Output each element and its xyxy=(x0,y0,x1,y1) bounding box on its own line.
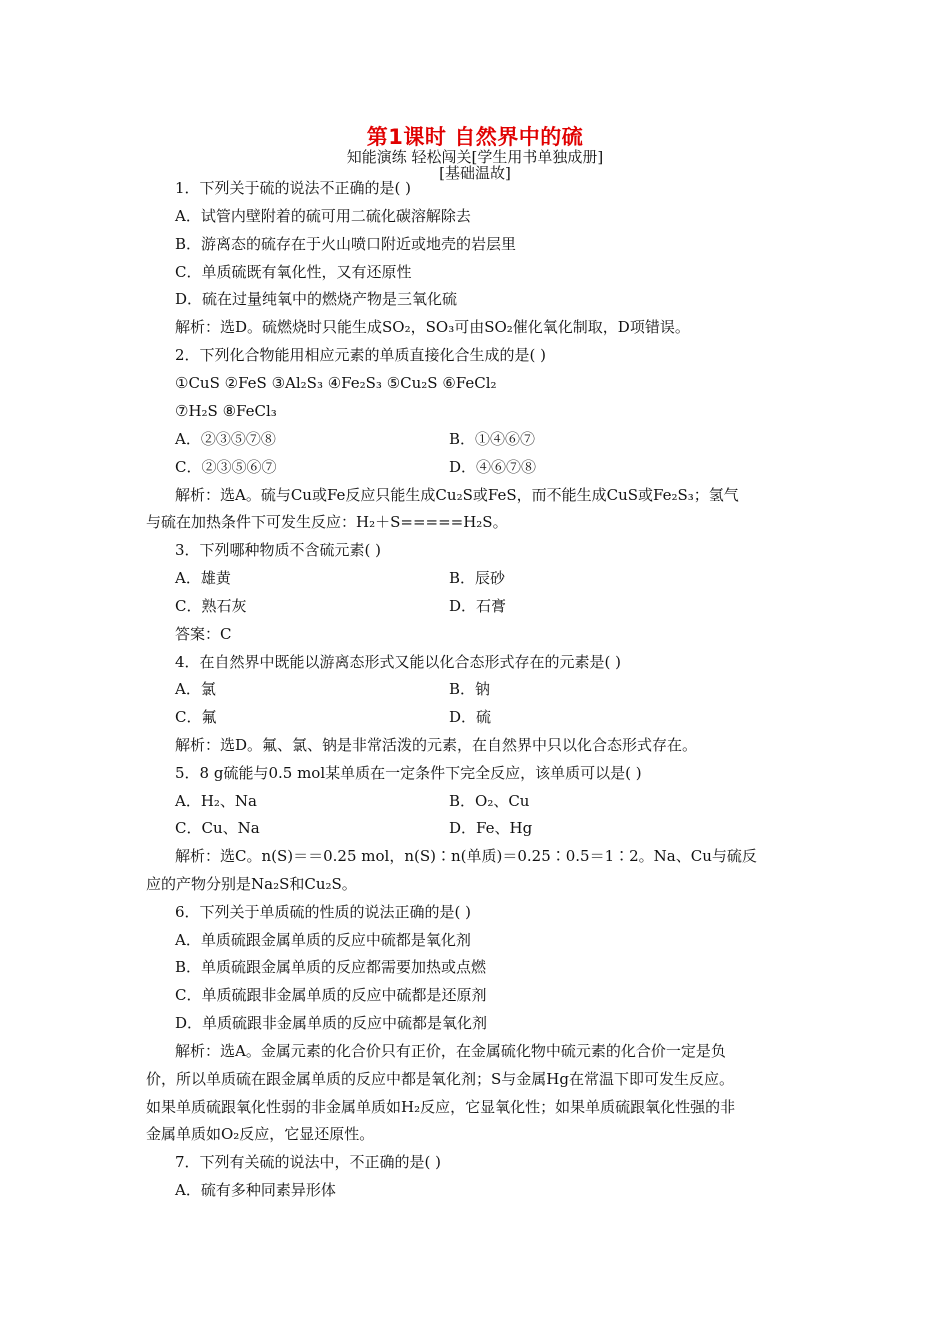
question-6-option-c: C．单质硫跟非金属单质的反应中硫都是还原剂 xyxy=(175,986,487,1004)
page-subtitle: 知能演练 轻松闯关[学生用书单独成册] xyxy=(346,148,604,166)
question-1-option-b: B．游离态的硫存在于火山喷口附近或地壳的岩层里 xyxy=(175,235,517,253)
question-6-option-a: A．单质硫跟金属单质的反应中硫都是氧化剂 xyxy=(175,931,471,949)
question-6-explanation-line-3: 如果单质硫跟氧化性弱的非金属单质如H₂反应，它显氧化性；如果单质硫跟氧化性强的非 xyxy=(146,1098,736,1116)
question-2-option-a: A．②③⑤⑦⑧ xyxy=(175,430,276,448)
question-2-stem: 2．下列化合物能用相应元素的单质直接化合生成的是( ) xyxy=(175,346,547,364)
question-2-option-d: D．④⑥⑦⑧ xyxy=(449,458,537,476)
question-2-items-line-1: ①CuS ②FeS ③Al₂S₃ ④Fe₂S₃ ⑤Cu₂S ⑥FeCl₂ xyxy=(175,374,497,392)
question-2-option-c: C．②③⑤⑥⑦ xyxy=(175,458,277,476)
question-5-option-d: D．Fe、Hg xyxy=(449,819,533,837)
question-4-option-c: C．氟 xyxy=(175,708,217,726)
question-6-explanation-line-4: 金属单质如O₂反应，它显还原性。 xyxy=(146,1125,375,1143)
question-2-option-b: B．①④⑥⑦ xyxy=(449,430,536,448)
question-5-option-b: B．O₂、Cu xyxy=(449,792,530,810)
question-4-option-a: A．氯 xyxy=(175,680,216,698)
question-5-stem: 5．8 g硫能与0.5 mol某单质在一定条件下完全反应，该单质可以是( ) xyxy=(175,764,642,782)
question-3-option-a: A．雄黄 xyxy=(175,569,231,587)
question-4-option-b: B．钠 xyxy=(449,680,491,698)
question-7-option-a: A．硫有多种同素异形体 xyxy=(175,1181,336,1199)
question-1-option-d: D．硫在过量纯氧中的燃烧产物是三氧化硫 xyxy=(175,290,458,308)
question-1-stem: 1．下列关于硫的说法不正确的是( ) xyxy=(175,179,412,197)
question-1-option-c: C．单质硫既有氧化性，又有还原性 xyxy=(175,263,412,281)
question-2-explanation-line-1: 解析：选A。硫与Cu或Fe反应只能生成Cu₂S或FeS，而不能生成CuS或Fe₂S₃；氢气 xyxy=(175,486,739,504)
page-title: 第1课时 自然界中的硫 xyxy=(366,125,584,149)
question-7-stem: 7．下列有关硫的说法中，不正确的是( ) xyxy=(175,1153,442,1171)
question-4-stem: 4．在自然界中既能以游离态形式又能以化合态形式存在的元素是( ) xyxy=(175,653,622,671)
section-heading: [基础温故] xyxy=(439,164,511,182)
question-5-explanation-line-1: 解析：选C。n(S)＝＝0.25 mol，n(S)∶n(单质)＝0.25∶0.5＝1∶2。Na、Cu与硫反 xyxy=(175,847,757,865)
question-3-option-b: B．辰砂 xyxy=(449,569,506,587)
question-6-explanation-line-2: 价，所以单质硫在跟金属单质的反应中都是氧化剂；S与金属Hg在常温下即可发生反应。 xyxy=(146,1070,734,1088)
question-3-option-c: C．熟石灰 xyxy=(175,597,247,615)
question-1-option-a: A．试管内壁附着的硫可用二硫化碳溶解除去 xyxy=(175,207,471,225)
question-4-option-d: D．硫 xyxy=(449,708,492,726)
question-3-option-d: D．石膏 xyxy=(449,597,507,615)
question-3-answer: 答案：C xyxy=(175,625,232,643)
question-5-explanation-line-2: 应的产物分别是Na₂S和Cu₂S。 xyxy=(146,875,357,893)
question-6-option-b: B．单质硫跟金属单质的反应都需要加热或点燃 xyxy=(175,958,487,976)
question-5-option-a: A．H₂、Na xyxy=(175,792,257,810)
question-6-option-d: D．单质硫跟非金属单质的反应中硫都是氧化剂 xyxy=(175,1014,488,1032)
question-6-stem: 6．下列关于单质硫的性质的说法正确的是( ) xyxy=(175,903,472,921)
question-1-explanation: 解析：选D。硫燃烧时只能生成SO₂，SO₃可由SO₂催化氧化制取，D项错误。 xyxy=(175,318,690,336)
question-6-explanation-line-1: 解析：选A。金属元素的化合价只有正价，在金属硫化物中硫元素的化合价一定是负 xyxy=(175,1042,726,1060)
question-2-items-line-2: ⑦H₂S ⑧FeCl₃ xyxy=(175,402,277,420)
question-3-stem: 3．下列哪种物质不含硫元素( ) xyxy=(175,541,382,559)
question-2-explanation-line-2: 与硫在加热条件下可发生反应：H₂＋S=====H₂S。 xyxy=(146,513,508,531)
question-5-option-c: C．Cu、Na xyxy=(175,819,260,837)
question-4-explanation: 解析：选D。氟、氯、钠是非常活泼的元素，在自然界中只以化合态形式存在。 xyxy=(175,736,698,754)
